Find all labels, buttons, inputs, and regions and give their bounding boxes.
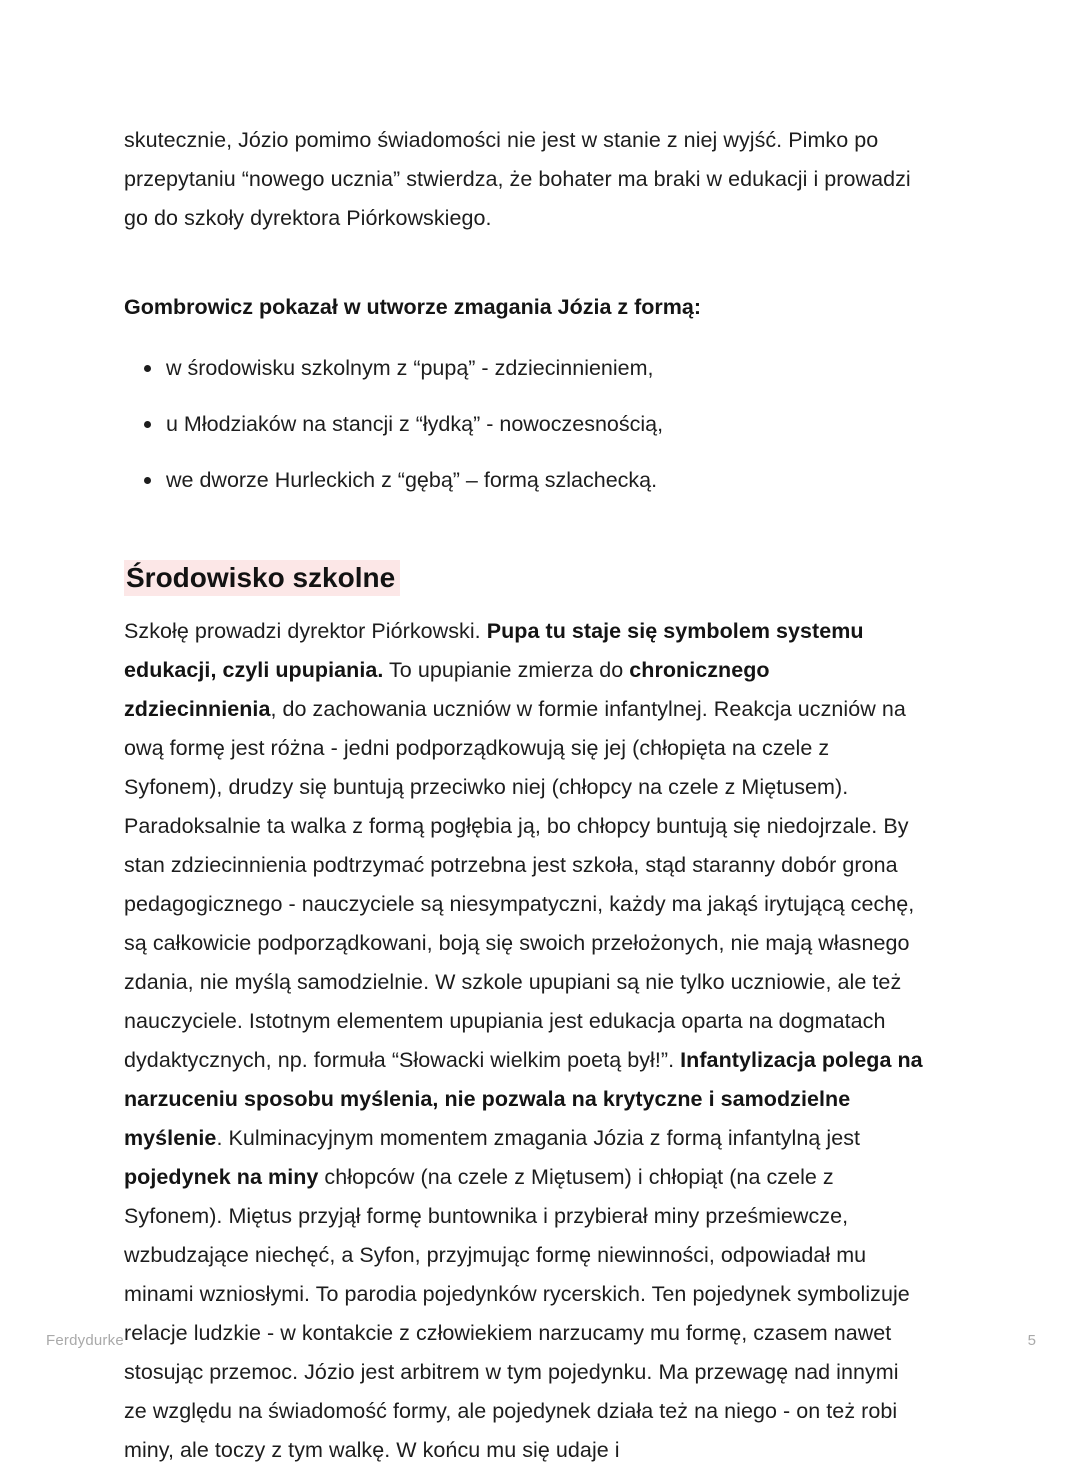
emphasis-run: chronicznego zdziecinnienia xyxy=(124,658,770,721)
emphasis-run: Pupa tu staje się symbolem systemu edukacji, czyli upupiania. xyxy=(124,619,864,682)
list-item xyxy=(124,461,924,500)
section-heading-container xyxy=(124,558,924,598)
page-title xyxy=(124,558,400,598)
lead-in-heading: Gombrowicz pokazał w utworze zmagania Józia z formą: xyxy=(124,295,702,319)
list-item-label: w środowisku szkolnym z “pupą” - zdziecinnieniem, xyxy=(166,356,654,380)
text-run: , do zachowania uczniów w formie infantylnej. Reakcja uczniów na ową formę jest różna - jedni podporządkowują się jej (chłopięta na czele z Syfonem), drudzy się buntują przeciwko niej (chłopcy na czele z Miętusem). Paradoksalnie ta walka z formą pogłębia ją, bo chłopcy buntują się niedojrzale. By stan zdziecinnienia podtrzymać potrzebna jest szkoła, stąd staranny dobór grona pedagogicznego - nauczyciele są niesympatyczni, każdy ma jakąś irytującą cechę, są całkowicie podporządkowani, boją się swoich przełożonych, nie mają własnego zdania, nie myślą samodzielnie. W szkole upupiani są nie tylko uczniowie, ale też nauczyciele. Istotnym elementem upupiania jest edukacja oparta na dogmatach dydaktycznych, np. formuła “Słowacki wielkim poetą był!”. xyxy=(124,697,915,1072)
list-item xyxy=(124,349,924,388)
page-footer xyxy=(0,1330,1080,1360)
bullet-dot-icon xyxy=(144,477,151,484)
bullet-dot-icon xyxy=(144,365,151,372)
list-item xyxy=(124,405,924,444)
text-run: . Kulminacyjnym momentem zmagania Józia z formą infantylną jest xyxy=(216,1126,861,1150)
emphasis-run: Infantylizacja polega na narzuceniu sposobu myślenia, nie pozwala na krytyczne i samodzielne myślenie xyxy=(124,1048,923,1150)
emphasis-run: pojedynek na miny xyxy=(124,1165,319,1189)
spacer xyxy=(124,500,924,558)
text-run: To upupianie zmierza do xyxy=(383,658,630,682)
list-item-label: we dworze Hurleckich z “gębą” – formą szlachecką. xyxy=(166,468,658,492)
footer-document-title: Ferdydurke xyxy=(46,1332,124,1349)
list-item-label: u Młodziaków na stancji z “łydką” - nowoczesnością, xyxy=(166,412,664,436)
section-heading-text: Środowisko szkolne xyxy=(124,560,400,596)
bullet-dot-icon xyxy=(144,421,151,428)
forma-bullet-list xyxy=(124,349,924,500)
intro-paragraph: skutecznie, Józio pomimo świadomości nie jest w stanie z niej wyjść. Pimko po przepytaniu “nowego ucznia” stwierdza, że bohater ma braki w edukacji i prowadzi go do szkoły dyrektora Piórkowskiego. xyxy=(124,128,911,230)
text-run: chłopców (na czele z Miętusem) i chłopiąt (na czele z Syfonem). Miętus przyjął formę buntownika i przybierał miny prześmiewcze, wzbudzające niechęć, a Syfon, przyjmując formę niewinności, odpowiadał mu minami wzniosłymi. To parodia pojedynków rycerskich. Ten pojedynek symbolizuje relacje ludzkie - w kontakcie z człowiekiem narzucamy mu formę, czasem nawet stosując przemoc. Józio jest arbitrem w tym pojedynku. Ma przewagę nad innymi ze względu na świadomość formy, ale pojedynek działa też na niego - on też robi miny, ale toczy z tym walkę. W końcu mu się udaje i xyxy=(124,1165,910,1462)
page-content xyxy=(124,121,924,1470)
text-run: Szkołę prowadzi dyrektor Piórkowski. xyxy=(124,619,487,643)
footer-page-number: 5 xyxy=(1027,1332,1036,1349)
spacer xyxy=(124,238,924,288)
